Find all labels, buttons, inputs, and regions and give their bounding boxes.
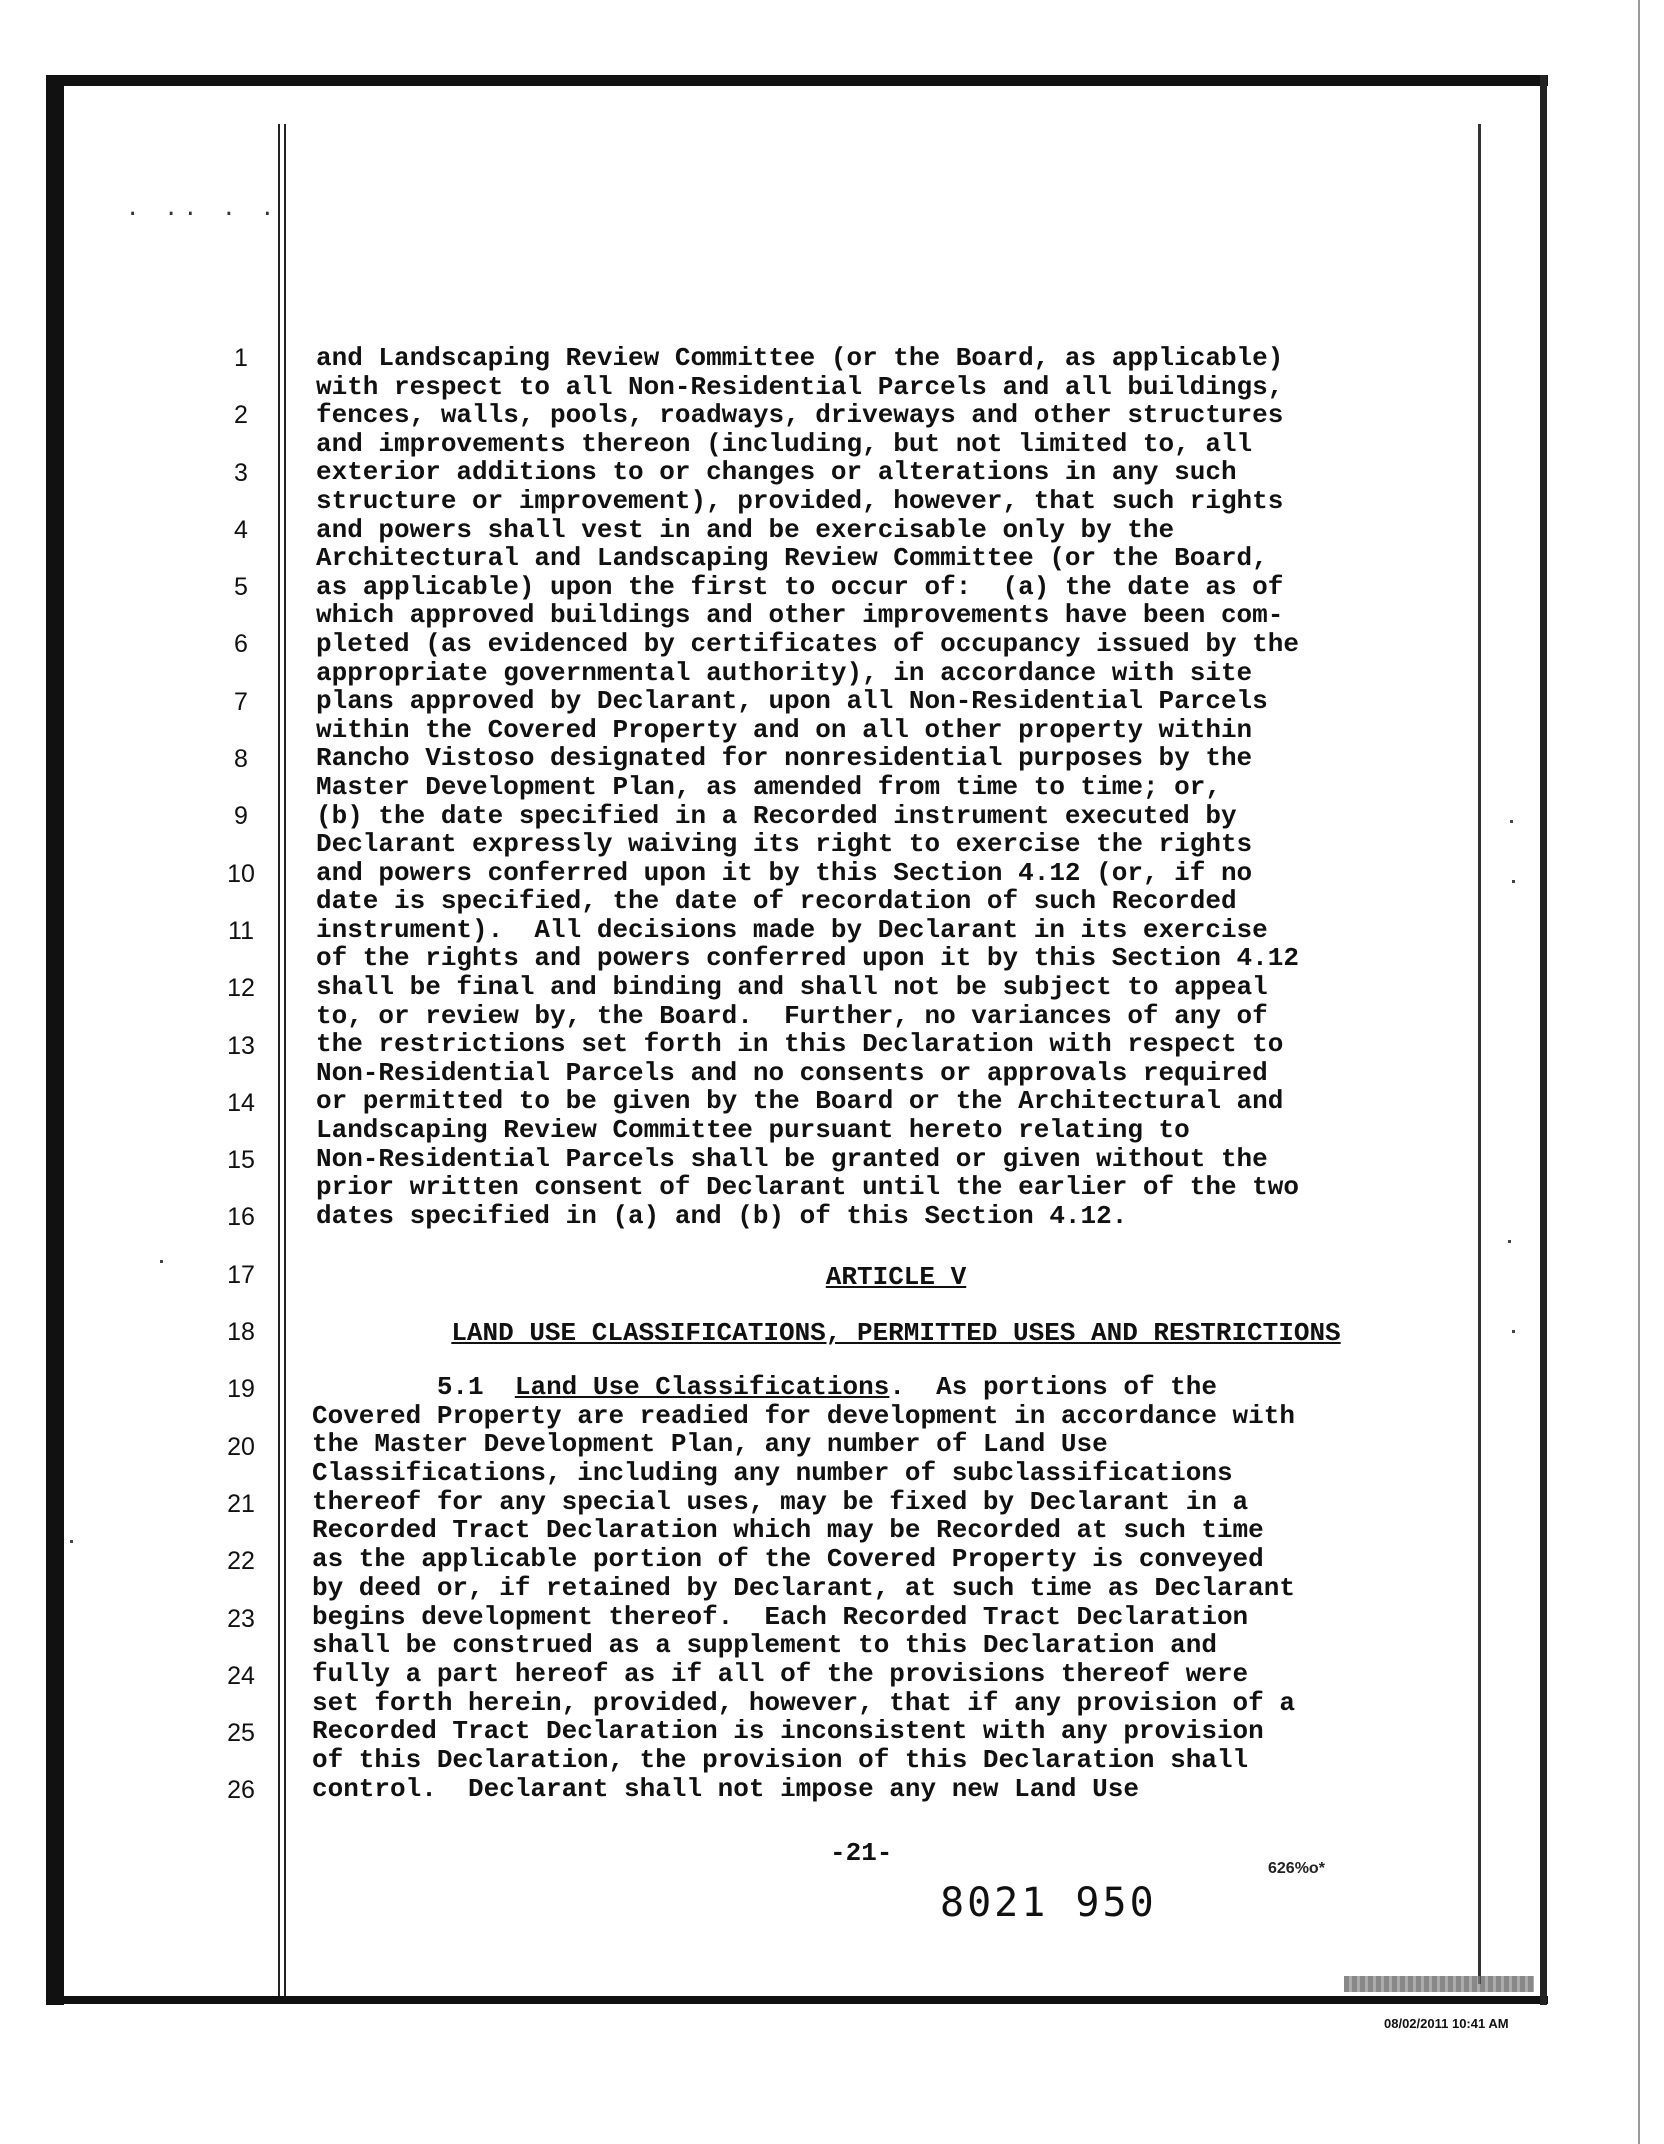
text-line: and powers shall vest in and be exercisable only by the [316,514,1175,545]
scan-border-top [46,75,1548,86]
line-number: 8 [234,745,248,774]
line-number: 22 [227,1547,255,1576]
scan-speck [160,1260,163,1263]
text-line: Non-Residential Parcels shall be granted or given without the [316,1143,1268,1174]
text-line: Master Development Plan, as amended from time to time; or, [316,771,1221,802]
text-line: of the rights and powers conferred upon it by this Section 4.12 [316,943,1299,974]
paragraph-section-4-12 [316,344,1476,1230]
text-line: dates specified in (a) and (b) of this Section 4.12. [316,1200,1128,1231]
line-number: 5 [234,573,248,602]
line-number: 14 [227,1088,255,1117]
scan-border-left [46,75,64,2005]
section-title: Land Use Classifications [514,1372,890,1402]
text-line: which approved buildings and other improvements have been com- [316,600,1284,631]
line-number: 12 [227,974,255,1003]
article-heading: ARTICLE V [825,1262,967,1292]
scan-speck [1512,880,1515,883]
line-number: 4 [234,515,248,544]
text-line: the Master Development Plan, any number of Land Use [312,1429,1108,1460]
line-number: 3 [234,458,248,487]
section-5-1 [312,1373,1480,1803]
text-line: fully a part hereof as if all of the provisions thereof were [312,1658,1249,1689]
section-number: 5.1 [436,1372,484,1402]
text-line: date is specified, the date of recordation of such Recorded [316,886,1237,917]
recording-number: 8021 950 [940,1880,1157,1926]
text-line: and improvements thereon (including, but not limited to, all [316,428,1253,459]
text-line: prior written consent of Declarant until the earlier of the two [316,1172,1299,1203]
blurred-page-stamp [1344,1976,1534,1992]
scan-border-bottom [46,1996,1548,2004]
text-line: by deed or, if retained by Declarant, at such time as Declarant [312,1572,1295,1603]
line-number: 16 [227,1203,255,1232]
text-line: Classifications, including any number of subclassifications [312,1458,1233,1489]
text-line: fences, walls, pools, roadways, driveways and other structures [316,400,1284,431]
text-line: to, or review by, the Board. Further, no variances of any of [316,1000,1268,1031]
text-line: begins development thereof. Each Recorded Tract Declaration [312,1601,1249,1632]
line-number: 21 [227,1489,255,1518]
document-code: 626%o* [1268,1860,1325,1877]
line-number: 9 [234,802,248,831]
text-line: and Landscaping Review Committee (or the Board, as applicable) [316,343,1284,373]
line-number: 18 [227,1318,255,1347]
scan-speck [1512,1330,1515,1333]
line-number: 19 [227,1375,255,1404]
left-margin-rule [278,124,280,1996]
text-line: control. Declarant shall not impose any new Land Use [312,1773,1139,1804]
text-line: appropriate governmental authority), in accordance with site [316,657,1253,688]
line-number: 2 [234,401,248,430]
text-line: within the Covered Property and on all other property within [316,714,1253,745]
text-line: thereof for any special uses, may be fixed by Declarant in a [312,1486,1249,1517]
text-line: set forth herein, provided, however, that if any provision of a [312,1687,1295,1718]
line-number: 6 [234,630,248,659]
section-first-line [312,1373,1480,1402]
text-line: exterior additions to or changes or alterations in any such [316,457,1237,488]
line-number: 17 [227,1260,255,1289]
text-line: (b) the date specified in a Recorded instrument executed by [316,800,1237,831]
scan-speck [1508,1240,1511,1243]
text-line: shall be final and binding and shall not be subject to appeal [316,972,1268,1003]
text-line: as the applicable portion of the Covered Property is conveyed [312,1544,1264,1575]
line-number: 1 [234,344,248,372]
line-number: 10 [227,859,255,888]
text-line: as applicable) upon the first to occur of: (a) the date as of [316,571,1284,602]
text-line: Covered Property are readied for development in accordance with [312,1400,1295,1431]
line-number: 20 [227,1432,255,1461]
text-line: shall be construed as a supplement to this Declaration and [312,1630,1217,1661]
line-number: 25 [227,1719,255,1748]
line-number: 24 [227,1661,255,1690]
line-number: 15 [227,1146,255,1175]
text-line: Rancho Vistoso designated for nonresidential purposes by the [316,743,1253,774]
text-line: pleted (as evidenced by certificates of occupancy issued by the [316,628,1299,659]
print-timestamp: 08/02/2011 10:41 AM [1384,2016,1509,2031]
text-line: structure or improvement), provided, however, that such rights [316,485,1284,516]
text-line: Landscaping Review Committee pursuant hereto relating to [316,1115,1190,1146]
margin-specks: . .. . . [126,196,280,221]
text-line: or permitted to be given by the Board or the Architectural and [316,1086,1284,1117]
text-line: with respect to all Non-Residential Parcels and all buildings, [316,371,1284,402]
text-line: Declarant expressly waiving its right to exercise the rights [316,829,1253,860]
line-number: 7 [234,687,248,716]
scan-speck [70,1540,73,1543]
text-line: of this Declaration, the provision of this Declaration shall [312,1744,1249,1775]
line-number: 11 [228,916,254,945]
scan-border-right [1540,75,1547,2005]
text-line: Recorded Tract Declaration which may be Recorded at such time [312,1515,1264,1546]
text-line: and powers conferred upon it by this Section 4.12 (or, if no [316,857,1253,888]
line-number-column [220,344,262,1834]
line-number: 13 [227,1031,255,1060]
text-line: the restrictions set forth in this Declaration with respect to [316,1029,1284,1060]
page-number: -21- [830,1838,893,1868]
text-line: Non-Residential Parcels and no consents or approvals required [316,1057,1268,1088]
text-line: Recorded Tract Declaration is inconsistent with any provision [312,1716,1264,1747]
left-margin-rule-double [284,124,286,1996]
text-line: instrument). All decisions made by Declarant in its exercise [316,914,1268,945]
text-line: plans approved by Declarant, upon all Non-Residential Parcels [316,686,1268,717]
page-edge [1638,0,1640,2144]
line-number: 26 [227,1776,255,1805]
section-first-line-rest: . As portions of the [889,1372,1217,1402]
article-subtitle: LAND USE CLASSIFICATIONS, PERMITTED USES AND RESTRICTIONS [451,1318,1341,1348]
scan-speck [1510,820,1513,823]
text-line: Architectural and Landscaping Review Committee (or the Board, [316,543,1268,574]
line-number: 23 [227,1604,255,1633]
